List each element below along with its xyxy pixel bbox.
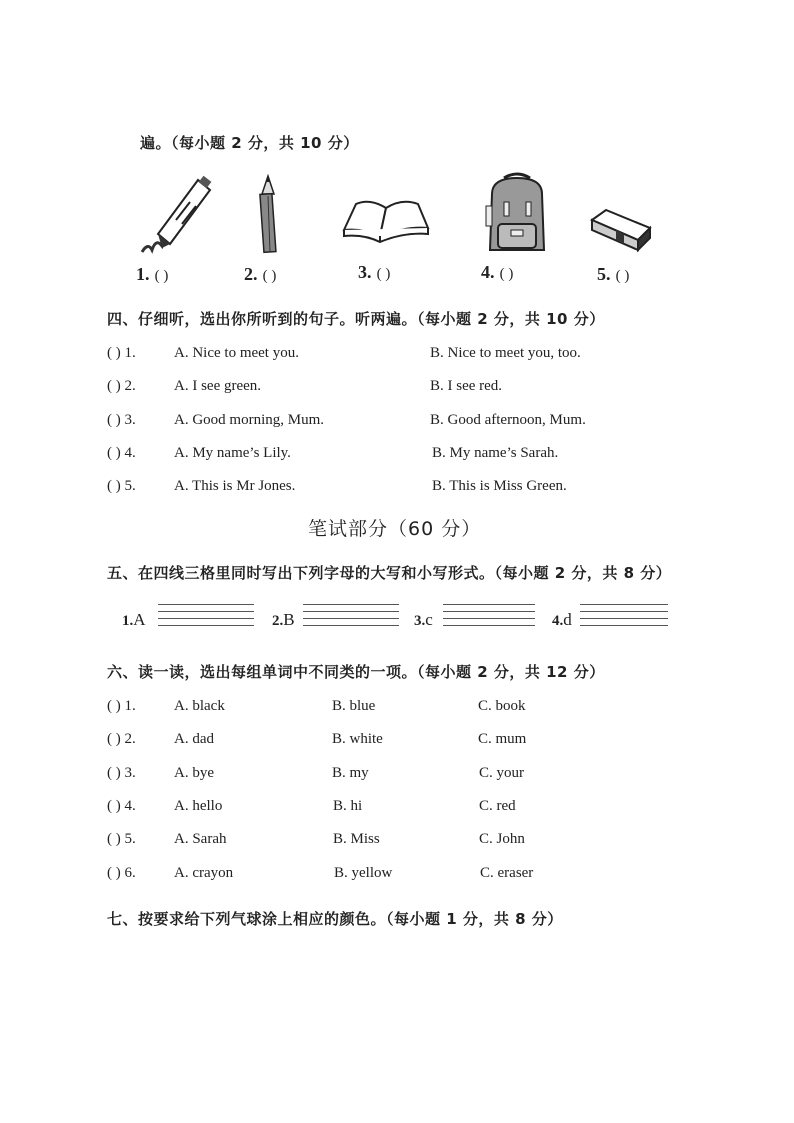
section6-row-3-option-a: A. bye [174,765,214,781]
crayon-picture [136,172,216,262]
section3-instruction-tail: 遍。（每小题 2 分，共 10 分） [140,134,359,152]
section4-row-4-option-a: A. My name’s Lily. [174,445,291,461]
section6-row-2-num[interactable]: ( ) 2. [107,731,136,747]
section6-row-5-num[interactable]: ( ) 5. [107,831,136,847]
eraser-icon [588,206,654,256]
section6-row-4-option-c: C. red [479,798,516,814]
section6-row-3-option-b: B. my [332,765,369,781]
picture-answer-4 [481,262,513,283]
section6-row-6-option-a: A. crayon [174,865,234,881]
letter-prompt: A [133,610,146,629]
letter-item-4 [552,610,572,630]
section6-row-2-option-b: B. white [332,731,383,747]
schoolbag-picture [484,170,550,254]
four-line-grid-3[interactable] [443,604,535,632]
schoolbag-icon [484,170,550,254]
letter-prompt: B [283,610,295,629]
answer-blank[interactable]: ( ) [376,266,391,282]
letter-item-3 [414,610,433,630]
section6-row-5-option-c: C. John [479,831,525,847]
section4-row-3-num[interactable]: ( ) 3. [107,412,136,428]
picture-number: 1. [136,264,150,284]
section6-row-4-option-a: A. hello [174,798,223,814]
section5-header: 五、在四线三格里同时写出下列字母的大写和小写形式。（每小题 2 分，共 8 分） [107,564,672,582]
section6-row-5-option-b: B. Miss [333,831,380,847]
section4-row-2-option-b: B. I see red. [430,378,503,394]
four-line-grid-1[interactable] [158,604,254,632]
section6-row-6-num[interactable]: ( ) 6. [107,865,136,881]
answer-blank[interactable]: ( ) [154,268,169,284]
section6-row-4-num[interactable]: ( ) 4. [107,798,136,814]
answer-blank[interactable]: ( ) [262,268,277,284]
section4-row-5-option-b: B. This is Miss Green. [432,478,567,494]
section4-row-2-num[interactable]: ( ) 2. [107,378,136,394]
picture-number: 3. [358,262,372,282]
section6-row-6-option-b: B. yellow [334,865,393,881]
letter-number: 4. [552,613,564,629]
section6-row-1-option-c: C. book [478,698,526,714]
picture-answer-1 [136,264,168,285]
letter-item-2 [272,610,295,630]
section6-row-2-option-a: A. dad [174,731,214,747]
pencil-icon [250,174,290,260]
letter-prompt: d [563,610,572,629]
section4-row-3-option-a: A. Good morning, Mum. [174,412,324,428]
letter-number: 1. [122,613,134,629]
section6-row-1-num[interactable]: ( ) 1. [107,698,136,714]
picture-answer-2 [244,264,276,285]
section6-row-2-option-c: C. mum [478,731,527,747]
answer-blank[interactable]: ( ) [499,266,514,282]
book-picture [340,196,432,246]
picture-number: 4. [481,262,495,282]
section6-row-1-option-a: A. black [174,698,225,714]
section6-row-6-option-c: C. eraser [480,865,534,881]
four-line-grid-2[interactable] [303,604,399,632]
letter-prompt: c [425,610,433,629]
section7-header: 七、按要求给下列气球涂上相应的颜色。（每小题 1 分，共 8 分） [107,910,563,928]
section4-row-2-option-a: A. I see green. [174,378,262,394]
section4-row-5-num[interactable]: ( ) 5. [107,478,136,494]
section4-header: 四、仔细听，选出你所听到的句子。听两遍。（每小题 2 分，共 10 分） [107,310,605,328]
picture-answer-3 [358,262,390,283]
section4-row-4-option-b: B. My name’s Sarah. [432,445,559,461]
section4-row-4-num[interactable]: ( ) 4. [107,445,136,461]
section6-row-4-option-b: B. hi [333,798,363,814]
section4-row-1-num[interactable]: ( ) 1. [107,345,136,361]
eraser-picture [588,206,654,256]
section6-row-3-num[interactable]: ( ) 3. [107,765,136,781]
letter-number: 2. [272,613,284,629]
section4-row-5-option-a: A. This is Mr Jones. [174,478,296,494]
letter-item-1 [122,610,146,630]
pencil-picture [250,174,290,260]
section6-row-3-option-c: C. your [479,765,524,781]
book-icon [340,196,432,246]
picture-number: 2. [244,264,258,284]
written-part-title: 笔试部分（60 分） [308,518,482,540]
section6-row-1-option-b: B. blue [332,698,376,714]
answer-blank[interactable]: ( ) [615,268,630,284]
section4-row-1-option-b: B. Nice to meet you, too. [430,345,581,361]
four-line-grid-4[interactable] [580,604,668,632]
section6-header: 六、读一读，选出每组单词中不同类的一项。（每小题 2 分，共 12 分） [107,663,605,681]
crayon-icon [136,172,216,262]
section4-row-1-option-a: A. Nice to meet you. [174,345,299,361]
section4-row-3-option-b: B. Good afternoon, Mum. [430,412,586,428]
letter-number: 3. [414,613,426,629]
section6-row-5-option-a: A. Sarah [174,831,227,847]
picture-answer-5 [597,264,629,285]
picture-number: 5. [597,264,611,284]
